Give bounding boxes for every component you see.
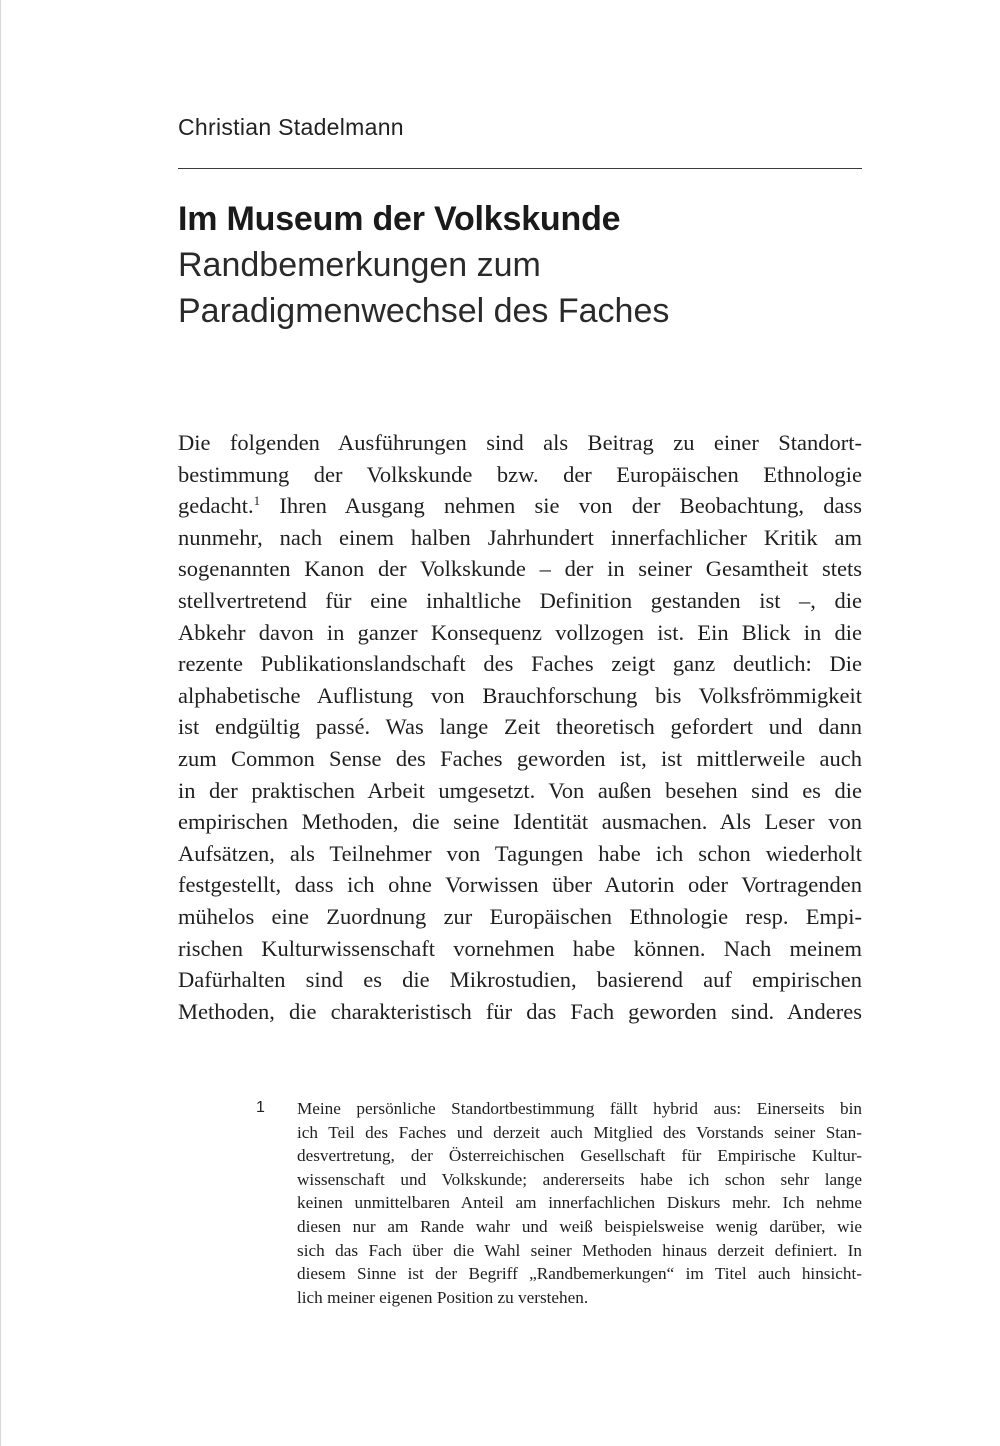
- footnote-number: 1: [256, 1099, 265, 1116]
- body-line: rezente Publikationslandschaft des Faches zeigt ganz deutlich: Die: [178, 651, 862, 677]
- body-line: Die folgenden Ausführungen sind als Beitrag zu einer Standort-: [178, 430, 862, 455]
- footnote-line: Meine persönliche Standortbestimmung fällt hybrid aus: Einerseits bin: [297, 1099, 862, 1118]
- body-line: sogenannten Kanon der Volkskunde – der in seiner Gesamtheit stets: [178, 556, 862, 582]
- body-line: festgestellt, dass ich ohne Vorwissen über Autorin oder Vortragenden: [178, 872, 862, 898]
- article-subtitle-line: Paradigmenwechsel des Faches: [178, 292, 670, 330]
- footnote-line: wissenschaft und Volkskunde; andererseits habe ich schon sehr lange: [297, 1169, 862, 1189]
- body-line: [178, 490, 862, 522]
- body-line-start: gedacht.: [178, 493, 254, 519]
- body-line-end: Ihren Ausgang nehmen sie von der Beobachtung, dass: [279, 493, 863, 519]
- footnote-line: keinen unmittelbaren Anteil am innerfachlichen Diskurs mehr. Ich nehme: [297, 1193, 862, 1213]
- author-name: Christian Stadelmann: [178, 114, 404, 140]
- body-line: mühelos eine Zuordnung zur Europäischen Ethnologie resp. Empi-: [178, 903, 862, 929]
- body-line: zum Common Sense des Faches geworden ist, ist mittlerweile auch: [178, 745, 862, 771]
- body-line: in der praktischen Arbeit umgesetzt. Von außen besehen sind es die: [178, 777, 862, 803]
- body-line: bestimmung der Volkskunde bzw. der Europäischen Ethnologie: [178, 461, 862, 487]
- body-line: rischen Kulturwissenschaft vornehmen habe können. Nach meinem: [178, 935, 862, 961]
- article-subtitle-line: Randbemerkungen zum: [178, 246, 541, 284]
- body-line: Dafürhalten sind es die Mikrostudien, basierend auf empirischen: [178, 967, 862, 993]
- article-title: Im Museum der Volkskunde: [178, 200, 621, 238]
- footnote-line: diesen nur am Rande wahr und weiß beispielsweise wenig darüber, wie: [297, 1216, 862, 1236]
- footnote-text: [297, 1097, 862, 1309]
- body-line: alphabetische Auflistung von Brauchforschung bis Volksfrömmigkeit: [178, 682, 862, 708]
- body-line: ist endgültig passé. Was lange Zeit theoretisch gefordert und dann: [178, 714, 862, 740]
- footnote-line: desvertretung, der Österreichischen Gesellschaft für Empirische Kultur-: [297, 1146, 862, 1166]
- page-edge: [0, 0, 1, 1446]
- footnote-line: sich das Fach über die Wahl seiner Methoden hinaus derzeit definiert. In: [297, 1240, 862, 1260]
- body-line: Methoden, die charakteristisch für das Fach geworden sind. Anderes: [178, 998, 862, 1024]
- article-title-block: [178, 196, 878, 334]
- body-line: Abkehr davon in ganzer Konsequenz vollzogen ist. Ein Blick in die: [178, 619, 862, 645]
- footnote-line: lich meiner eigenen Position zu verstehen.: [297, 1287, 589, 1307]
- body-line: Aufsätzen, als Teilnehmer von Tagungen habe ich schon wiederholt: [178, 840, 862, 866]
- body-paragraph: [178, 427, 862, 1027]
- footnote-line: diesem Sinne ist der Begriff „Randbemerkungen“ im Titel auch hinsicht-: [297, 1264, 862, 1284]
- body-line: stellvertretend für eine inhaltliche Definition gestanden ist –, die: [178, 587, 862, 613]
- footnote-reference[interactable]: 1: [253, 493, 261, 509]
- body-line: nunmehr, nach einem halben Jahrhundert innerfachlicher Kritik am: [178, 524, 862, 550]
- footnote-line: ich Teil des Faches und derzeit auch Mitglied des Vorstands seiner Stan-: [297, 1122, 862, 1142]
- body-line: empirischen Methoden, die seine Identität ausmachen. Als Leser von: [178, 809, 862, 835]
- header-divider: [178, 168, 862, 169]
